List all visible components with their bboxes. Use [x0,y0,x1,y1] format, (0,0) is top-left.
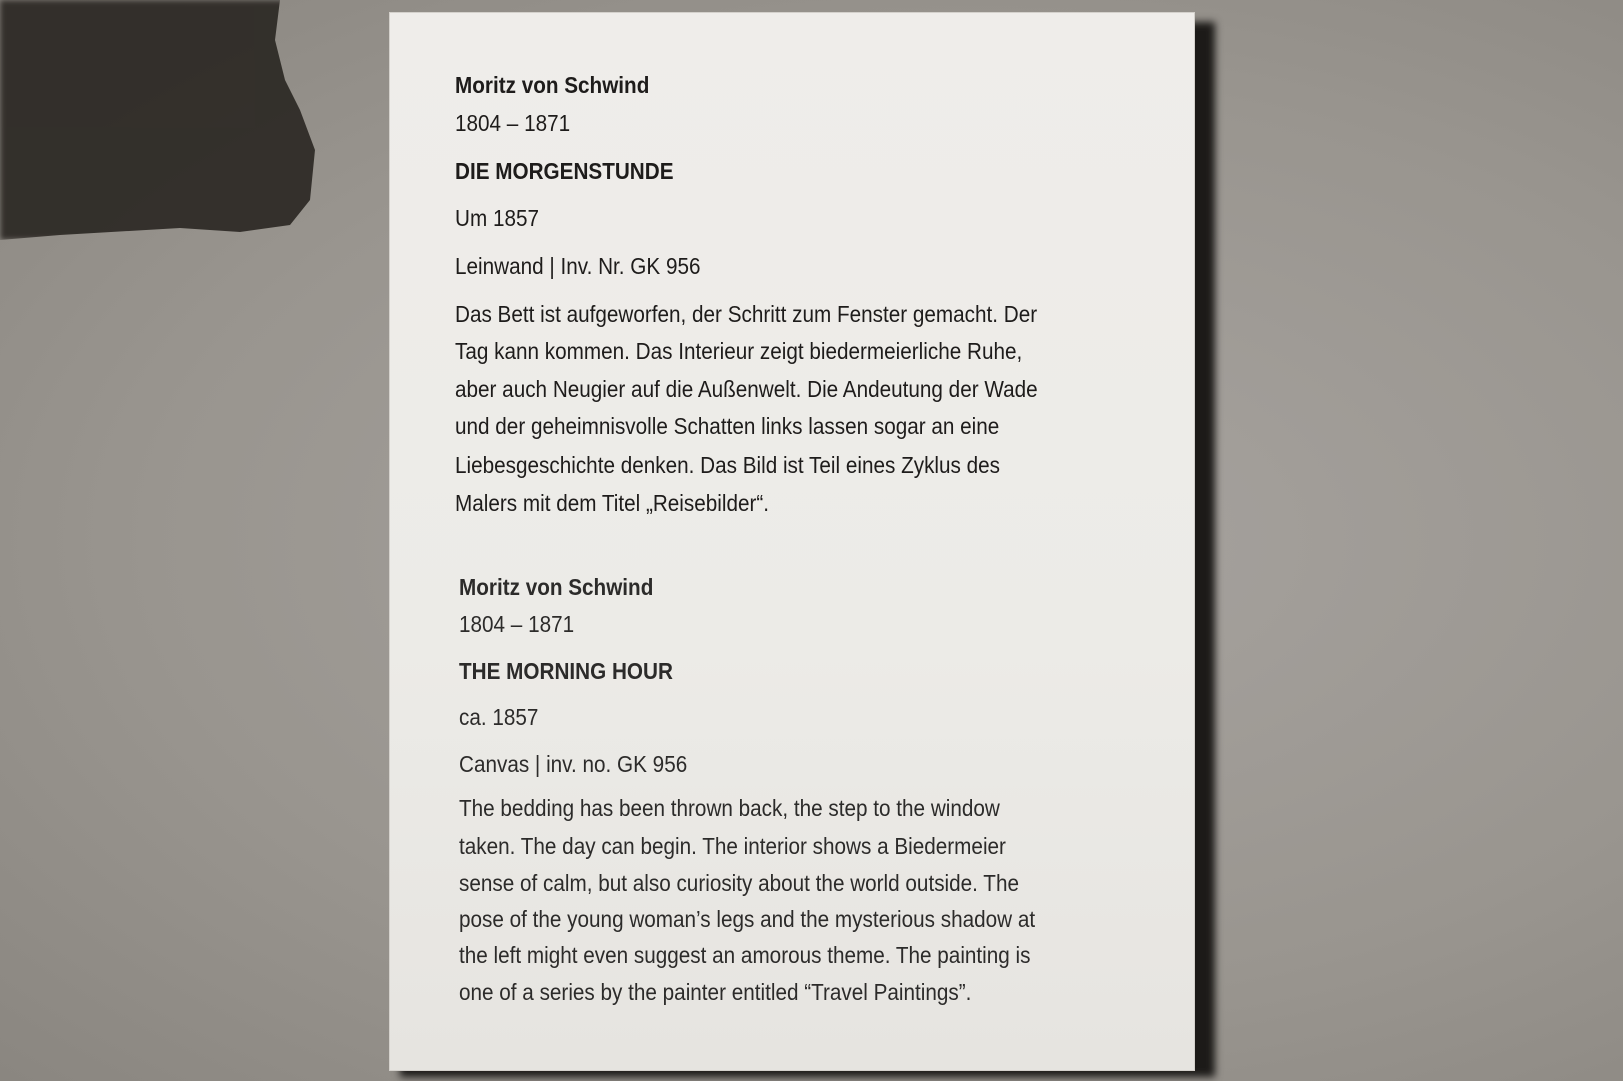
description-line-en: the left might even suggest an amorous theme. The painting is [459,942,1031,968]
description-line-en: The bedding has been thrown back, the step to the window [459,795,1000,821]
artwork-title-de: DIE MORGENSTUNDE [455,158,674,184]
artist-years-en: 1804 – 1871 [459,611,575,637]
description-line-de: Liebesgeschichte denken. Das Bild ist Teil eines Zyklus des [455,452,1001,478]
description-line-en: taken. The day can begin. The interior shows a Biedermeier [459,833,1006,859]
artwork-title-en: THE MORNING HOUR [459,658,673,684]
artist-name-en: Moritz von Schwind [459,574,654,600]
description-line-de: Tag kann kommen. Das Interieur zeigt biedermeierliche Ruhe, [455,338,1023,364]
description-line-de: Das Bett ist aufgeworfen, der Schritt zum Fenster gemacht. Der [455,301,1038,327]
artwork-date-de: Um 1857 [455,205,539,231]
wall-shadow [0,0,320,240]
description-line-de: aber auch Neugier auf die Außenwelt. Die Andeutung der Wade [455,376,1038,402]
description-line-en: one of a series by the painter entitled “Travel Paintings”. [459,979,972,1005]
artwork-medium-de: Leinwand | Inv. Nr. GK 956 [455,253,701,279]
artwork-date-en: ca. 1857 [459,704,539,730]
description-line-en: sense of calm, but also curiosity about the world outside. The [459,870,1019,896]
description-line-en: pose of the young woman’s legs and the mysterious shadow at [459,906,1036,932]
artist-years-de: 1804 – 1871 [455,110,571,136]
artist-name-de: Moritz von Schwind [455,72,650,98]
description-line-de: und der geheimnisvolle Schatten links lassen sogar an eine [455,413,1000,439]
artwork-medium-en: Canvas | inv. no. GK 956 [459,751,688,777]
description-line-de: Malers mit dem Titel „Reisebilder“. [455,490,770,516]
